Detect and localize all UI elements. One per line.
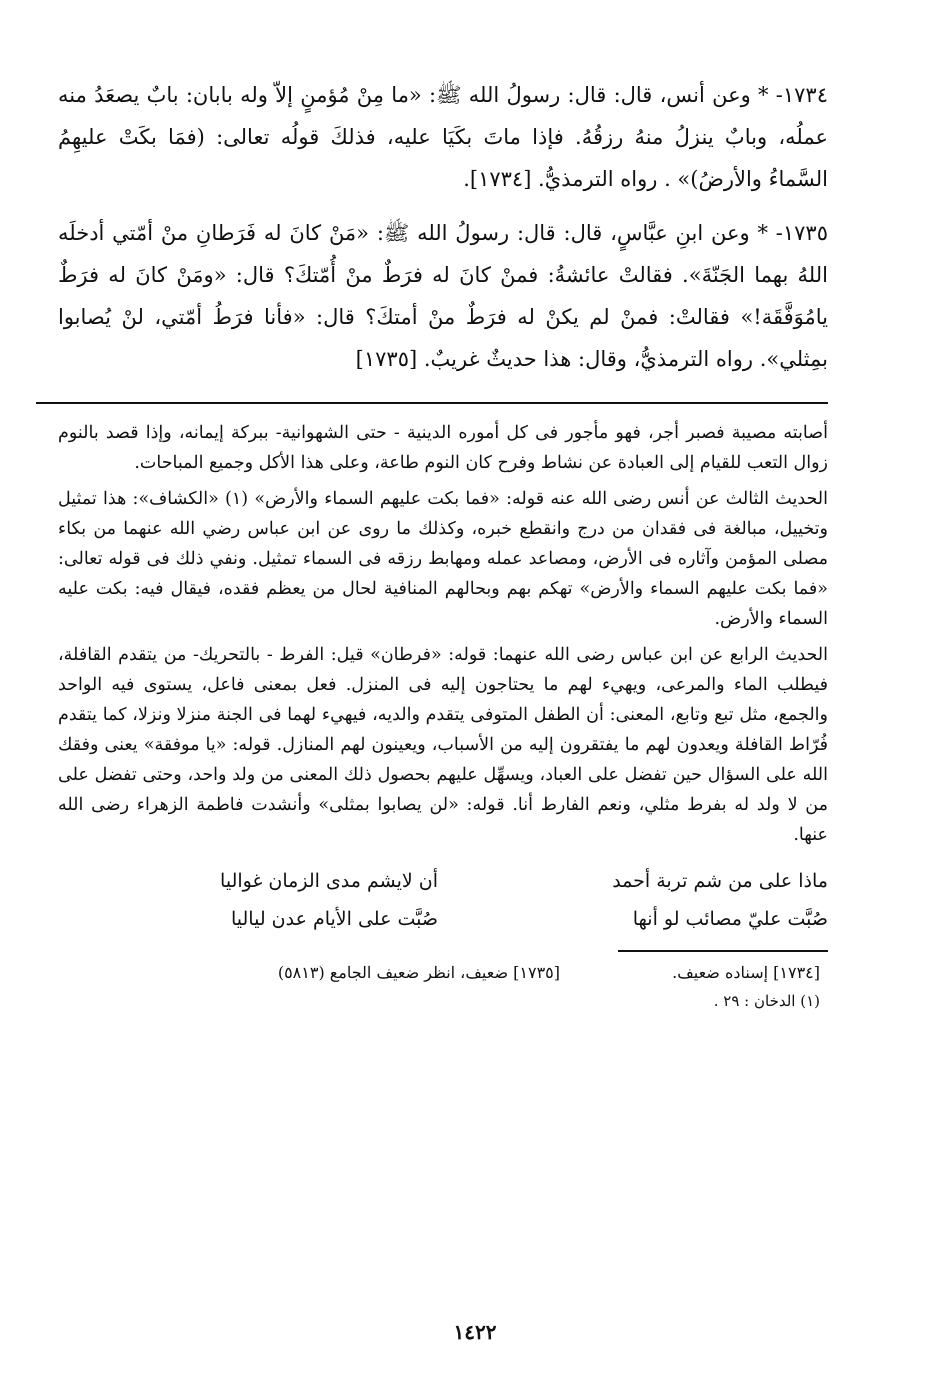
footnotes — [58, 958, 828, 988]
commentary — [58, 418, 828, 850]
poem-verse — [58, 900, 828, 938]
poem — [58, 862, 828, 938]
commentary-paragraph-1: أصابته مصيبة فصبر أجر، فهو مأجور فى كل أموره الدينية - حتى الشهوانية- ببركة إيمانه، وإذا قصد بالنوم زوال التعب للقيام إلى العبادة عن نشاط وفرح كان النوم طاعة، وعلى هذا الأكل وجميع المباحات. — [58, 423, 828, 473]
poem-hemistich: صُبَّت عليّ مصائب لو أنها — [632, 908, 828, 930]
hadith-1735: ١٧٣٥- * وعن ابنِ عبَّاسٍ، قال: قال: رسولُ الله ﷺ: «مَنْ كانَ له فَرَطانِ منْ أمّتي أدخلَه اللهُ بهما الجَنّةَ». فقالتْ عائشةُ: فمنْ كانَ له فرَطٌ منْ أُمّتكَ؟ قال: «ومَنْ كانَ له فرَطٌ يامُوَفَّقَة!» فقالتْ: فمنْ لم يكنْ له فرَطٌ منْ أمتكَ؟ قال: «فأنا فرَطُ أمّتي، لنْ يُصابوا بمِثلي». رواه الترمذيُّ، وقال: هذا حديثٌ غريبٌ. [١٧٣٥] — [58, 221, 828, 371]
footnote-1735: [١٧٣٥] ضعيف، انظر ضعيف الجامع (٥٨١٣) — [277, 963, 560, 982]
poem-verse — [58, 862, 828, 900]
footnote-divider — [618, 950, 828, 952]
footnote-quran-reference: (١) الدخان : ٢٩ . — [713, 992, 820, 1010]
page-number: ١٤٢٢ — [453, 1320, 497, 1344]
footnote-1734: [١٧٣٤] إسناده ضعيف. — [672, 963, 820, 982]
hadith-1734: ١٧٣٤- * وعن أنس، قال: قال: رسولُ الله ﷺ: «ما مِنْ مُؤمنٍ إلاّ وله بابان: بابٌ يصعَدُ منه عملُه، وبابٌ ينزلُ منهُ رزقُهُ. فإذا ماتَ بكَيَا عليه، فذلكَ قولُه تعالى: (فمَا بكَتْ عليهِمُ السَّماءُ والأرضُ)» . رواه الترمذيُّ. [١٧٣٤]. — [58, 83, 828, 191]
commentary-paragraph-2: الحديث الثالث عن أنس رضى الله عنه قوله: «فما بكت عليهم السماء والأرض» (١) «الكشاف»: هذا تمثيل وتخييل، مبالغة فى فقدان من درج وانقطع خبره، وكذلك ما روى عن ابن عباس رضي الله عنهما من بكاء مصلى المؤمن وآثاره فى الأرض، ومصاعد عمله ومهابط رزقه فى السماء تمثيل. ونفي ذلك فى قوله تعالى: «فما بكت عليهم السماء والأرض» تهكم بهم وبحالهم المنافية لحال من يعظم فقده، فيقال فيه: بكت عليه السماء والأرض. — [58, 489, 828, 629]
poem-hemistich: أن لايشم مدى الزمان غواليا — [220, 870, 438, 892]
section-divider — [36, 402, 828, 404]
commentary-paragraph-3: الحديث الرابع عن ابن عباس رضى الله عنهما: قوله: «فرطان» قيل: الفرط - بالتحريك- من يتقدم القافلة، فيطلب الماء والمرعى، ويهيء لهم ما يحتاجون إليه فى المنزل. فعل بمعنى فاعل، يستوى فيه الواحد والجمع، مثل تبع وتابع، المعنى: أن الطفل المتوفى يتقدم والديه، فيهيء لهما فى الجنة منزلا ونزلا، كما يتقدم فُرّاط القافلة ويعدون لهم ما يفتقرون إليه من الأسباب، ويعينون لهم المنازل. قوله: «يا موفقة» يعنى وفقك الله على السؤال حين تفضل على العباد، ويسهِّل عليهم بحصول ذلك المعنى من ولد واحد، وحتى تفضل على من لا ولد له بفرط مثلي، ونعم الفارط أنا. قوله: «لن يصابوا بمثلى» وأنشدت فاطمة الزهراء رضى الله عنها. — [58, 645, 828, 845]
poem-hemistich: ماذا على من شم تربة أحمد — [612, 870, 828, 892]
page-body — [58, 74, 828, 1010]
poem-hemistich: صُبَّت على الأيام عدن لياليا — [231, 908, 438, 930]
